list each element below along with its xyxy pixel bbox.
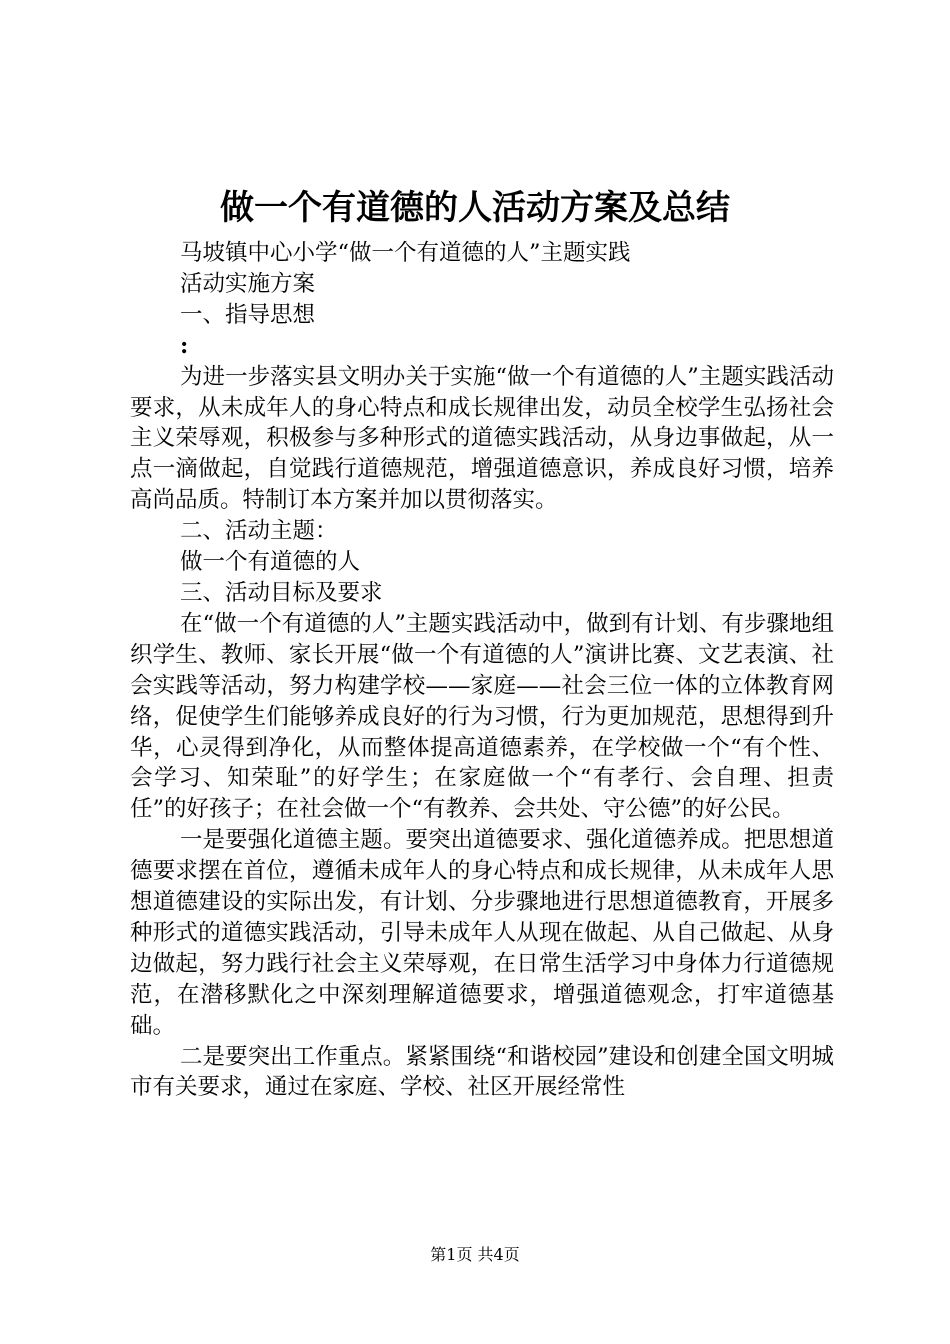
section-3-heading: 三、活动目标及要求 — [180, 579, 383, 606]
section-3-paragraph: 在“做一个有道德的人”主题实践活动中，做到有计划、有步骤地组织学生、教师、家长开展“做一个有道德的人”演讲比赛、文艺表演、社会实践等活动，努力构建学校——家庭——社会三位一体的立体教育网络，促使学生们能够养成良好的行为习惯，行为更加规范，思想得到升华，心灵得到净化，从而整体提高道德素养，在学校做一个“有个性、会学习、知荣耻”的好学生；在家庭做一个“有孝行、会自理、担责任”的好孩子；在社会做一个“有教养、会共处、守公德”的好公民。 — [130, 610, 834, 823]
document-title: 做一个有道德的人活动方案及总结 — [220, 188, 730, 228]
section-2-text: 做一个有道德的人 — [180, 549, 361, 576]
section-2-heading: 二、活动主题： — [180, 518, 338, 545]
page-number: 第1页 共4页 — [430, 1245, 520, 1264]
subtitle-line-1: 马坡镇中心小学“做一个有道德的人”主题实践 — [180, 240, 631, 266]
section-1-colon: : — [180, 332, 189, 359]
document-body — [130, 238, 834, 1103]
point-1-paragraph: 一是要强化道德主题。要突出道德要求、强化道德养成。把思想道德要求摆在首位，遵循未成年人的身心特点和成长规律，从未成年人思想道德建设的实际出发，有计划、分步骤地进行思想道德教育，开展多种形式的道德实践活动，引导未成年人从现在做起、从自己做起、从身边做起，努力践行社会主义荣辱观，在日常生活学习中身体力行道德规范，在潜移默化之中深刻理解道德要求，增强道德观念，打牢道德基础。 — [130, 827, 834, 1039]
point-2-paragraph: 二是要突出工作重点。紧紧围绕“和谐校园”建设和创建全国文明城市有关要求，通过在家庭、学校、社区开展经常性 — [130, 1043, 834, 1101]
section-1-paragraph: 为进一步落实县文明办关于实施“做一个有道德的人”主题实践活动要求，从未成年人的身心特点和成长规律出发，动员全校学生弘扬社会主义荣辱观，积极参与多种形式的道德实践活动，从身边事做起，从一点一滴做起，自觉践行道德规范，增强道德意识，养成良好习惯，培养高尚品质。特制订本方案并加以贯彻落实。 — [130, 363, 834, 514]
section-1-heading: 一、指导思想 — [180, 301, 316, 328]
subtitle-line-2: 活动实施方案 — [180, 270, 316, 297]
